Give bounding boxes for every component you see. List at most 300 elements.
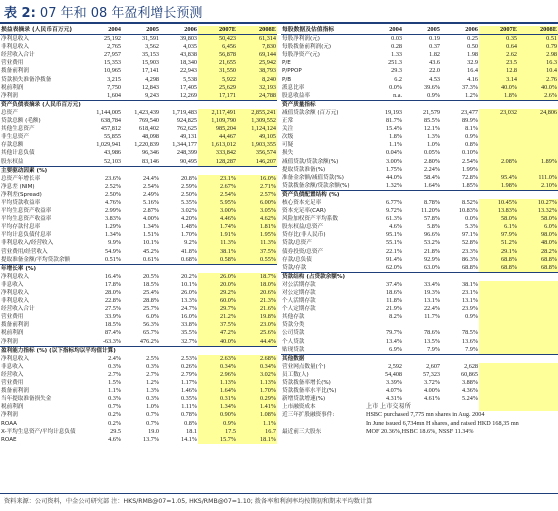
cell-2007e: 1.8% [479,92,518,101]
section-row [281,100,558,109]
cell-2008e: 24,806 [518,109,558,117]
cell-2005: 2,607 [426,362,440,370]
cell-2005: 2.49% [143,190,159,198]
table-row [0,411,277,419]
cell-2005: 0.3% [146,395,159,403]
cell-2005: 1.0% [427,141,440,149]
cell-2004: 27,957 [103,51,121,59]
cell-2005: 1.3% [427,133,440,141]
table-row [281,182,558,191]
row-label: 贷款拨备余额/贷款余额(%) [282,182,350,189]
cell-2005: 0.7% [146,411,159,419]
cell-2006: 1.99% [462,165,478,173]
cell-2007e [479,100,518,109]
cell-2006: 0.0% [465,215,478,223]
row-label: 正常 [282,118,294,125]
cell-2008e: 1.41% [237,403,277,411]
cell-2007e: 40.0% [198,338,237,347]
row-label: 税前利润 [1,404,24,411]
cell-2007e: 0.31% [198,395,237,403]
cell-2004: 2.50% [105,190,121,198]
row-label: 个人定期存款 [282,306,316,313]
table-row [0,199,277,207]
section-row [0,166,277,175]
row-label: 主要驱动因素 (%) [0,166,84,175]
row-label: 股东权益 [1,158,24,165]
row-label: 可疑 [282,142,294,149]
cell-2006: 0.25 [467,35,478,43]
cell-2005: 12.1% [424,125,440,133]
cell-2007e: 2007E [198,26,237,35]
cell-2004: 79.7% [386,329,402,337]
section-row [0,100,277,109]
row-label: ROAE [1,436,17,443]
table-row [281,346,558,355]
cell-2005: 1.51% [143,231,159,239]
table-row [0,109,277,117]
row-label: 营业费用 [1,314,24,321]
section-row [0,346,277,355]
row-label: 其他数据 [281,354,365,363]
cell-2008e [518,272,558,281]
cell-2008e: 37.5% [237,248,277,256]
table-row [281,84,558,92]
table-row [281,223,558,231]
cell-2004: n.a. [393,91,402,99]
cell-2004: 2.52% [105,182,121,190]
cell-2007e: 0.64 [479,43,518,51]
cell-2008e: 2.71% [237,183,277,191]
cell-2007e: 56,878 [198,51,237,59]
cell-2004: 3.83% [105,215,121,223]
cell-2004: 1,029,941 [96,141,121,149]
cell-2008e [237,346,277,355]
table-row [0,51,277,59]
cell-2004: 7,750 [107,83,121,91]
cell-2004: 29.3 [391,67,402,75]
cell-2006: 20.2% [181,272,197,280]
cell-2008e [518,190,558,199]
cell-2005: 13.5% [424,337,440,345]
table-row [0,297,277,305]
cell-2005: 21.8% [424,247,440,255]
cell-2004: 91.4% [386,255,402,263]
cell-2004: 52,103 [103,157,121,165]
cell-2005 [403,100,441,109]
cell-2007e [479,272,518,281]
row-label: 营业网点数量(个) [282,363,326,370]
cell-2006: 924,825 [176,117,197,125]
cell-2004: 11.8% [386,297,402,305]
cell-2006: 14.1% [181,435,197,443]
cell-2006 [441,354,479,363]
cell-2005: 25.4% [143,289,159,296]
table-row [281,305,558,313]
table-row [281,289,558,297]
cell-2008e: 21.6% [237,305,277,313]
cell-2007e: 10.45% [479,199,518,207]
cell-2008e: 11.3% [237,239,277,247]
row-label: 风险加权资产平均系数 [282,216,338,223]
cell-2005: 92.9% [424,255,440,263]
cell-2005: 83,146 [141,157,159,165]
title-text: 07 年和 08 年盈利增长预测 [39,6,203,21]
cell-2006: 4.16 [467,75,478,83]
cell-2008e [518,133,558,141]
cell-2007e: 333,842 [198,149,237,157]
cell-2008e [518,321,558,329]
cell-2008e [518,346,558,355]
row-label: 贷款拨备率增长(%) [282,380,331,387]
cell-2007e: 3.14 [479,76,518,84]
cell-2005: 0.19 [429,35,440,43]
cell-2006: 90,495 [179,157,197,165]
cell-2007e: 1.34% [198,403,237,411]
cell-2004: 18.5% [105,321,121,329]
cell-2006: 2.59% [181,182,197,190]
table-row [281,256,558,264]
cell-2006: 4.20% [181,215,197,223]
table-row [281,199,558,207]
row-label: 每股净利润(元) [282,36,320,43]
cell-2005: 9,243 [145,91,159,99]
cell-2007e: 25,629 [198,84,237,92]
row-label: 营业费用 [1,60,24,67]
cell-2004: 457,812 [100,125,121,133]
table-row [0,43,277,51]
right-panel [281,26,558,436]
row-label: 贷款/存款 [282,264,307,271]
table-row [281,329,558,337]
row-label: 拨备前利润 [1,388,29,395]
cell-2008e [518,125,558,133]
row-label: 净利息收入 [1,36,29,43]
row-label: 平均存款付息率 [1,224,41,231]
cell-2004: 1.33 [391,51,402,59]
cell-2006: 23,477 [460,108,478,116]
cell-2008e: 61,314 [237,35,277,44]
cell-2008e [518,281,558,289]
row-label: 减值贷款/贷款余额(%) [282,158,339,165]
table-row [0,281,277,289]
cell-2004: 9.9% [108,239,121,247]
cell-2007e [479,395,518,403]
cell-2005 [403,190,441,199]
row-label: 非息收入 [1,363,24,370]
cell-2008e: 1,903,355 [237,141,277,149]
cell-2004: 9.72% [386,207,402,215]
cell-2006: 0.9% [465,313,478,321]
cell-2008e: 6.0% [518,223,558,231]
cell-2006: 5.24% [462,395,478,403]
cell-2007e: 51.2% [479,239,518,247]
cell-2007e: 2.54% [198,191,237,199]
cell-2007e: 31,550 [198,67,237,75]
cell-2006: 37.3% [462,83,478,91]
cell-2004: 81.7% [386,117,402,125]
cell-2004: 0.51% [105,255,121,263]
cell-2005: 618,402 [138,125,159,133]
table-row [0,125,277,133]
cell-2006: 1.98 [467,51,478,59]
row-label: 贴现贷款 [282,346,305,353]
table-row [0,436,277,444]
cell-2004: 0.28 [391,43,402,51]
row-label: 平均生息资产收益率 [1,208,52,215]
cell-2006: 7.9% [465,345,478,353]
cell-2006: 26.0% [181,289,197,296]
cell-2006: 0.8% [465,141,478,149]
row-label: 资本充足率(CAR) [282,208,326,215]
cell-2005 [122,166,160,175]
cell-2005: 3.72% [424,379,440,387]
table-row [281,125,558,133]
cell-2004: 4.6% [108,435,121,443]
cell-2006 [160,346,198,355]
table-row [0,76,277,84]
cell-2006: 13.6% [462,337,478,345]
cell-2007e: 128,287 [198,158,237,167]
cell-2005: 58.4% [424,173,440,181]
row-label: 对公定期存款 [282,290,316,296]
table-row [0,239,277,247]
cell-2006: 20.8% [181,174,197,182]
cell-2007e [479,354,518,363]
cell-2004 [365,100,403,109]
cell-2008e: 21.3% [237,297,277,305]
table-row [0,59,277,67]
cell-2008e: 1.81% [237,223,277,231]
table-row [281,371,558,379]
cell-2005: 0.37 [429,43,440,51]
cell-2008e: 10.4 [518,67,558,75]
cell-2008e: 1,309,552 [237,117,277,125]
cell-2004: 44.0% [386,173,402,181]
cell-2006: 41.8% [181,247,197,255]
cell-2004: 2.99% [105,207,121,215]
cell-2007e [198,346,237,355]
cell-2006: 3.88% [462,379,478,387]
cell-2007e: 26.0% [198,273,237,281]
section-row [281,272,558,281]
cell-2004: 25,192 [103,35,121,43]
cell-2008e: 68.8% [518,256,558,264]
cell-2006: 2.79% [181,370,197,378]
cell-2005: 20.5% [143,272,159,280]
cell-2007e [479,297,518,305]
title-prefix: 表 2: [4,6,36,21]
cell-2007e: 29.2% [198,289,237,297]
cell-2005: 5.16% [143,198,159,206]
cell-2004 [84,166,122,175]
cell-2004: 37.4% [386,280,402,288]
cell-2005: 57,323 [422,370,440,378]
cell-2004 [365,354,403,363]
cell-2007e: 1,613,012 [198,141,237,149]
cell-2008e [237,166,277,175]
cell-2006: 18,340 [179,59,197,67]
cell-2006: 2006 [441,26,479,35]
cell-2005: 96.6% [424,231,440,239]
row-label: 次级 [282,134,294,141]
table-row [0,149,277,157]
cell-2005: 13.7% [143,435,159,443]
cell-2008e: 13.32% [518,207,558,215]
table-row [0,84,277,92]
cell-2005: 1.2% [146,379,159,387]
row-label: 存款/总负债 [282,256,312,263]
cell-2007e: 0.9% [198,420,237,428]
cell-2007e [479,403,518,411]
cell-2006 [160,166,198,175]
cell-2008e: 40.0% [518,84,558,92]
table-row [281,43,558,51]
cell-2007e [479,305,518,313]
table-row [281,117,558,125]
cell-2008e: 16.0% [237,175,277,183]
cell-2007e: 4.46% [198,215,237,223]
cell-2004: 29.5 [110,427,121,435]
cell-2008e: 58.0% [518,215,558,223]
cell-2005: 57.8% [424,215,440,223]
cell-2005 [403,272,441,281]
cell-2007e: 3.00% [198,207,237,215]
table-row [281,76,558,84]
section-row [281,354,558,363]
cell-2005: 11.7% [424,313,440,321]
cell-2004: 1.32% [386,181,402,189]
cell-2005: 0.7% [146,419,159,427]
cell-2005: 1.0% [146,403,159,411]
cell-2008e: 2.10% [518,182,558,191]
bottom-rule [0,493,558,494]
cell-2005: 1.82 [429,51,440,59]
cell-2005: 78.6% [424,329,440,337]
cell-2004: 55,855 [103,133,121,141]
cell-2008e [518,117,558,125]
cell-2007e: 1.13% [198,379,237,387]
cell-2005: 13.1% [424,297,440,305]
cell-2005: 0.05% [424,149,440,157]
cell-2004: 251.3 [388,59,402,67]
cell-2008e: 0.79 [518,43,558,51]
table-row [281,264,558,273]
table-row [0,379,277,387]
table-row [281,174,558,182]
cell-2004: 87.4% [105,329,121,337]
table-row [281,51,558,59]
cell-2007e: 23,032 [479,109,518,117]
row-label: 净利息收入 [1,273,29,280]
cell-2007e: 17.5 [198,428,237,436]
table-row [0,273,277,281]
cell-2006: 17,405 [179,83,197,91]
row-label: 贷款总额 (毛额) [1,118,41,125]
cell-2008e: 2.57% [237,191,277,199]
cell-2005: 53.2% [424,239,440,247]
row-note: MOF 20.36%,HSBC 18.6%, NSSF 11.34% [366,427,474,435]
cell-2007e: 95.4% [479,174,518,182]
cell-2006: 0.68% [181,255,197,263]
cell-2005: 85.5% [424,117,440,125]
cell-2004: 1.34% [105,231,121,239]
cell-2004: 27.5% [105,305,121,313]
table-row [0,329,277,337]
cell-2006 [160,100,198,109]
cell-2004: 61.3% [386,215,402,223]
cell-2007e: 6.1% [479,223,518,231]
table-row [281,297,558,305]
cell-2006: 8.1% [465,125,478,133]
cell-2005: 48,098 [141,133,159,141]
table-row [0,371,277,379]
row-label: 每股数据及估值指标 [281,26,365,35]
cell-2008e [518,297,558,305]
cell-2008e: 18.7% [237,273,277,281]
cell-2004: 19,193 [384,108,402,116]
cell-2007e: 2.08% [479,158,518,166]
cell-2005: 28.8% [143,297,159,305]
cell-2008e: 0.51 [518,35,558,44]
cell-2005: 6.0% [146,313,159,321]
cell-2006: 0.9% [465,133,478,141]
cell-2004: 1.1% [389,141,402,149]
cell-2006: 32.9 [467,59,478,67]
cell-2004: 2.7% [108,370,121,378]
cell-2008e: 2.98 [518,51,558,59]
table-row [281,239,558,247]
cell-2006: 35.5% [181,329,197,337]
cell-2006: 5.35% [181,198,197,206]
cell-2004: 0.04% [386,149,402,157]
cell-2006: 0.78% [181,411,197,419]
row-label: P/B [282,76,292,83]
cell-2006: 248,399 [176,149,197,157]
row-label: 营业费用/经营收入 [1,248,48,255]
cell-2007e: 40.0% [479,84,518,92]
cell-2006: 8.52% [462,198,478,206]
cell-2008e [237,100,277,109]
table-row [0,231,277,239]
top-rule [0,22,558,24]
cell-2005: 96,346 [141,149,159,157]
cell-2005: 24.4% [143,174,159,182]
cell-2004: -63.3% [102,337,121,345]
cell-2006: 78.5% [462,329,478,337]
row-label: ROAA [1,420,18,427]
cell-2008e: 111.0% [518,174,558,182]
cell-2005: 10.1% [143,239,159,247]
row-label: 其他计息负债 [1,150,35,157]
row-label: 贷款损失准备净拨备 [1,76,52,83]
table-row [281,231,558,239]
row-label: 资产质量指标 [281,100,365,109]
row-label: 核心资本充足率 [282,199,322,206]
cell-2006: 38.1% [462,280,478,288]
row-label: 减值贷款余额 (百万元) [282,109,339,116]
cell-2008e: 7,830 [237,43,277,51]
cell-2007e [479,281,518,289]
cell-2008e [518,354,558,363]
cell-2005: 1.64% [424,181,440,189]
table-row [281,207,558,215]
cell-2006: 4.36% [462,387,478,395]
cell-2007e: 0.34% [198,363,237,371]
row-label: 股东权益/总资产 [282,224,324,231]
cell-2004: 15,353 [103,59,121,67]
cell-2007e: 21.2% [198,313,237,321]
cell-2004: 2004 [84,26,122,35]
